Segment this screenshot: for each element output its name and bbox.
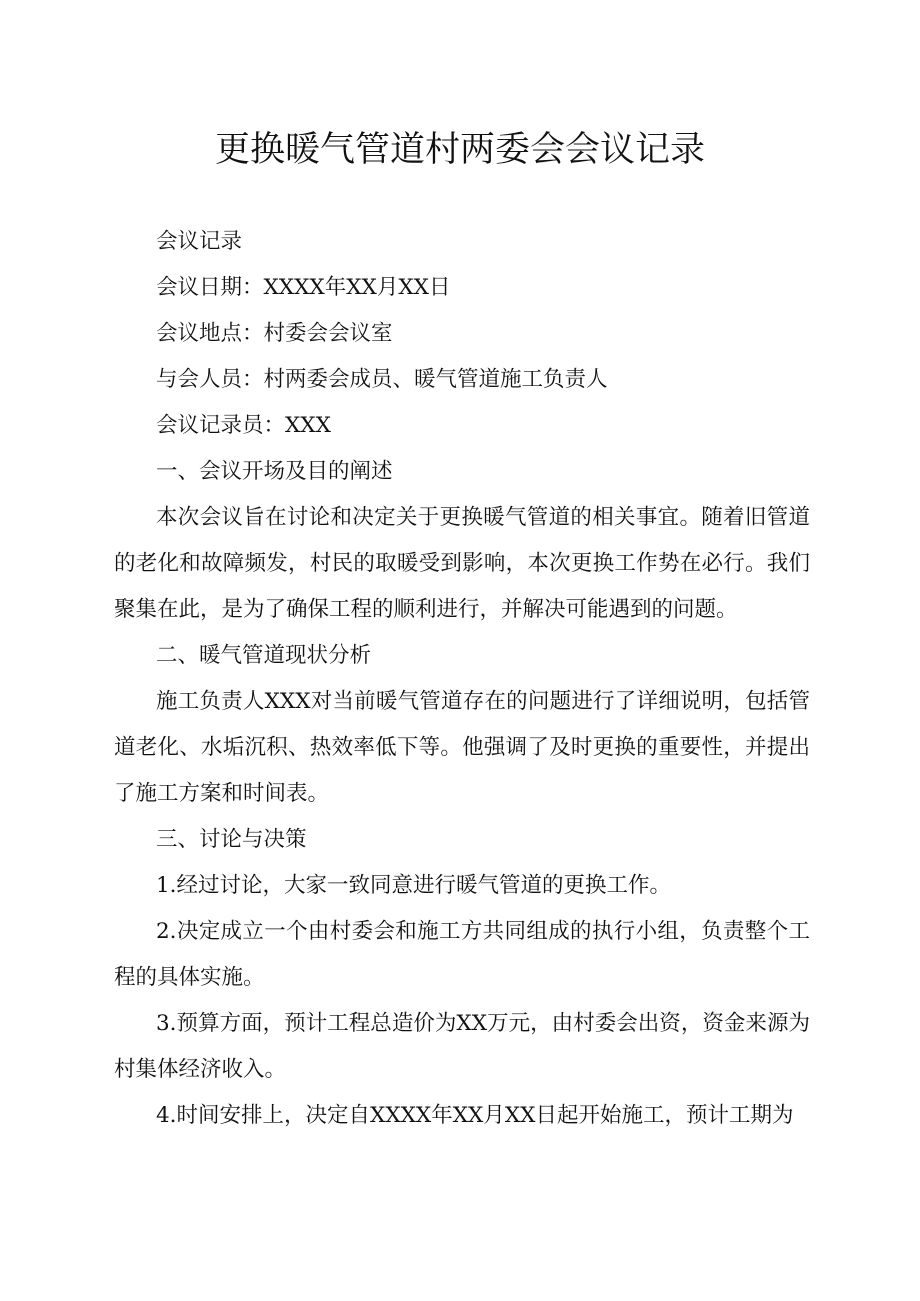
decision-item-1: 1.经过讨论，大家一致同意进行暖气管道的更换工作。 [156, 873, 672, 898]
decision-item-3: 3.预算方面，预计工程总造价为XX万元，由村委会出资，资金来源为村集体经济收入。 [114, 1011, 810, 1082]
section-heading-decisions: 三、讨论与决策 [156, 827, 307, 852]
meeting-recorder: 会议记录员：XXX [156, 413, 331, 438]
meeting-location: 会议地点：村委会会议室 [156, 321, 393, 346]
document-body [114, 219, 810, 1139]
section-heading-status: 二、暖气管道现状分析 [156, 643, 372, 668]
section-paragraph-opening: 本次会议旨在讨论和决定关于更换暖气管道的相关事宜。随着旧管道的老化和故障频发，村民的取暖受到影响，本次更换工作势在必行。我们聚集在此，是为了确保工程的顺利进行，并解决可能遇到的问题。 [114, 505, 810, 622]
section-heading-opening: 一、会议开场及目的阐述 [156, 459, 393, 484]
meeting-record-label: 会议记录 [156, 229, 243, 254]
decision-item-4: 4.时间安排上，决定自XXXX年XX月XX日起开始施工，预计工期为 [156, 1103, 794, 1128]
meeting-attendees: 与会人员：村两委会成员、暖气管道施工负责人 [156, 367, 608, 392]
document-title: 更换暖气管道村两委会会议记录 [214, 130, 705, 170]
decision-item-2: 2.决定成立一个由村委会和施工方共同组成的执行小组，负责整个工程的具体实施。 [114, 919, 810, 990]
section-paragraph-status: 施工负责人XXX对当前暖气管道存在的问题进行了详细说明，包括管道老化、水垢沉积、热效率低下等。他强调了及时更换的重要性，并提出了施工方案和时间表。 [114, 689, 810, 806]
meeting-date: 会议日期：XXXX年XX月XX日 [156, 275, 451, 300]
